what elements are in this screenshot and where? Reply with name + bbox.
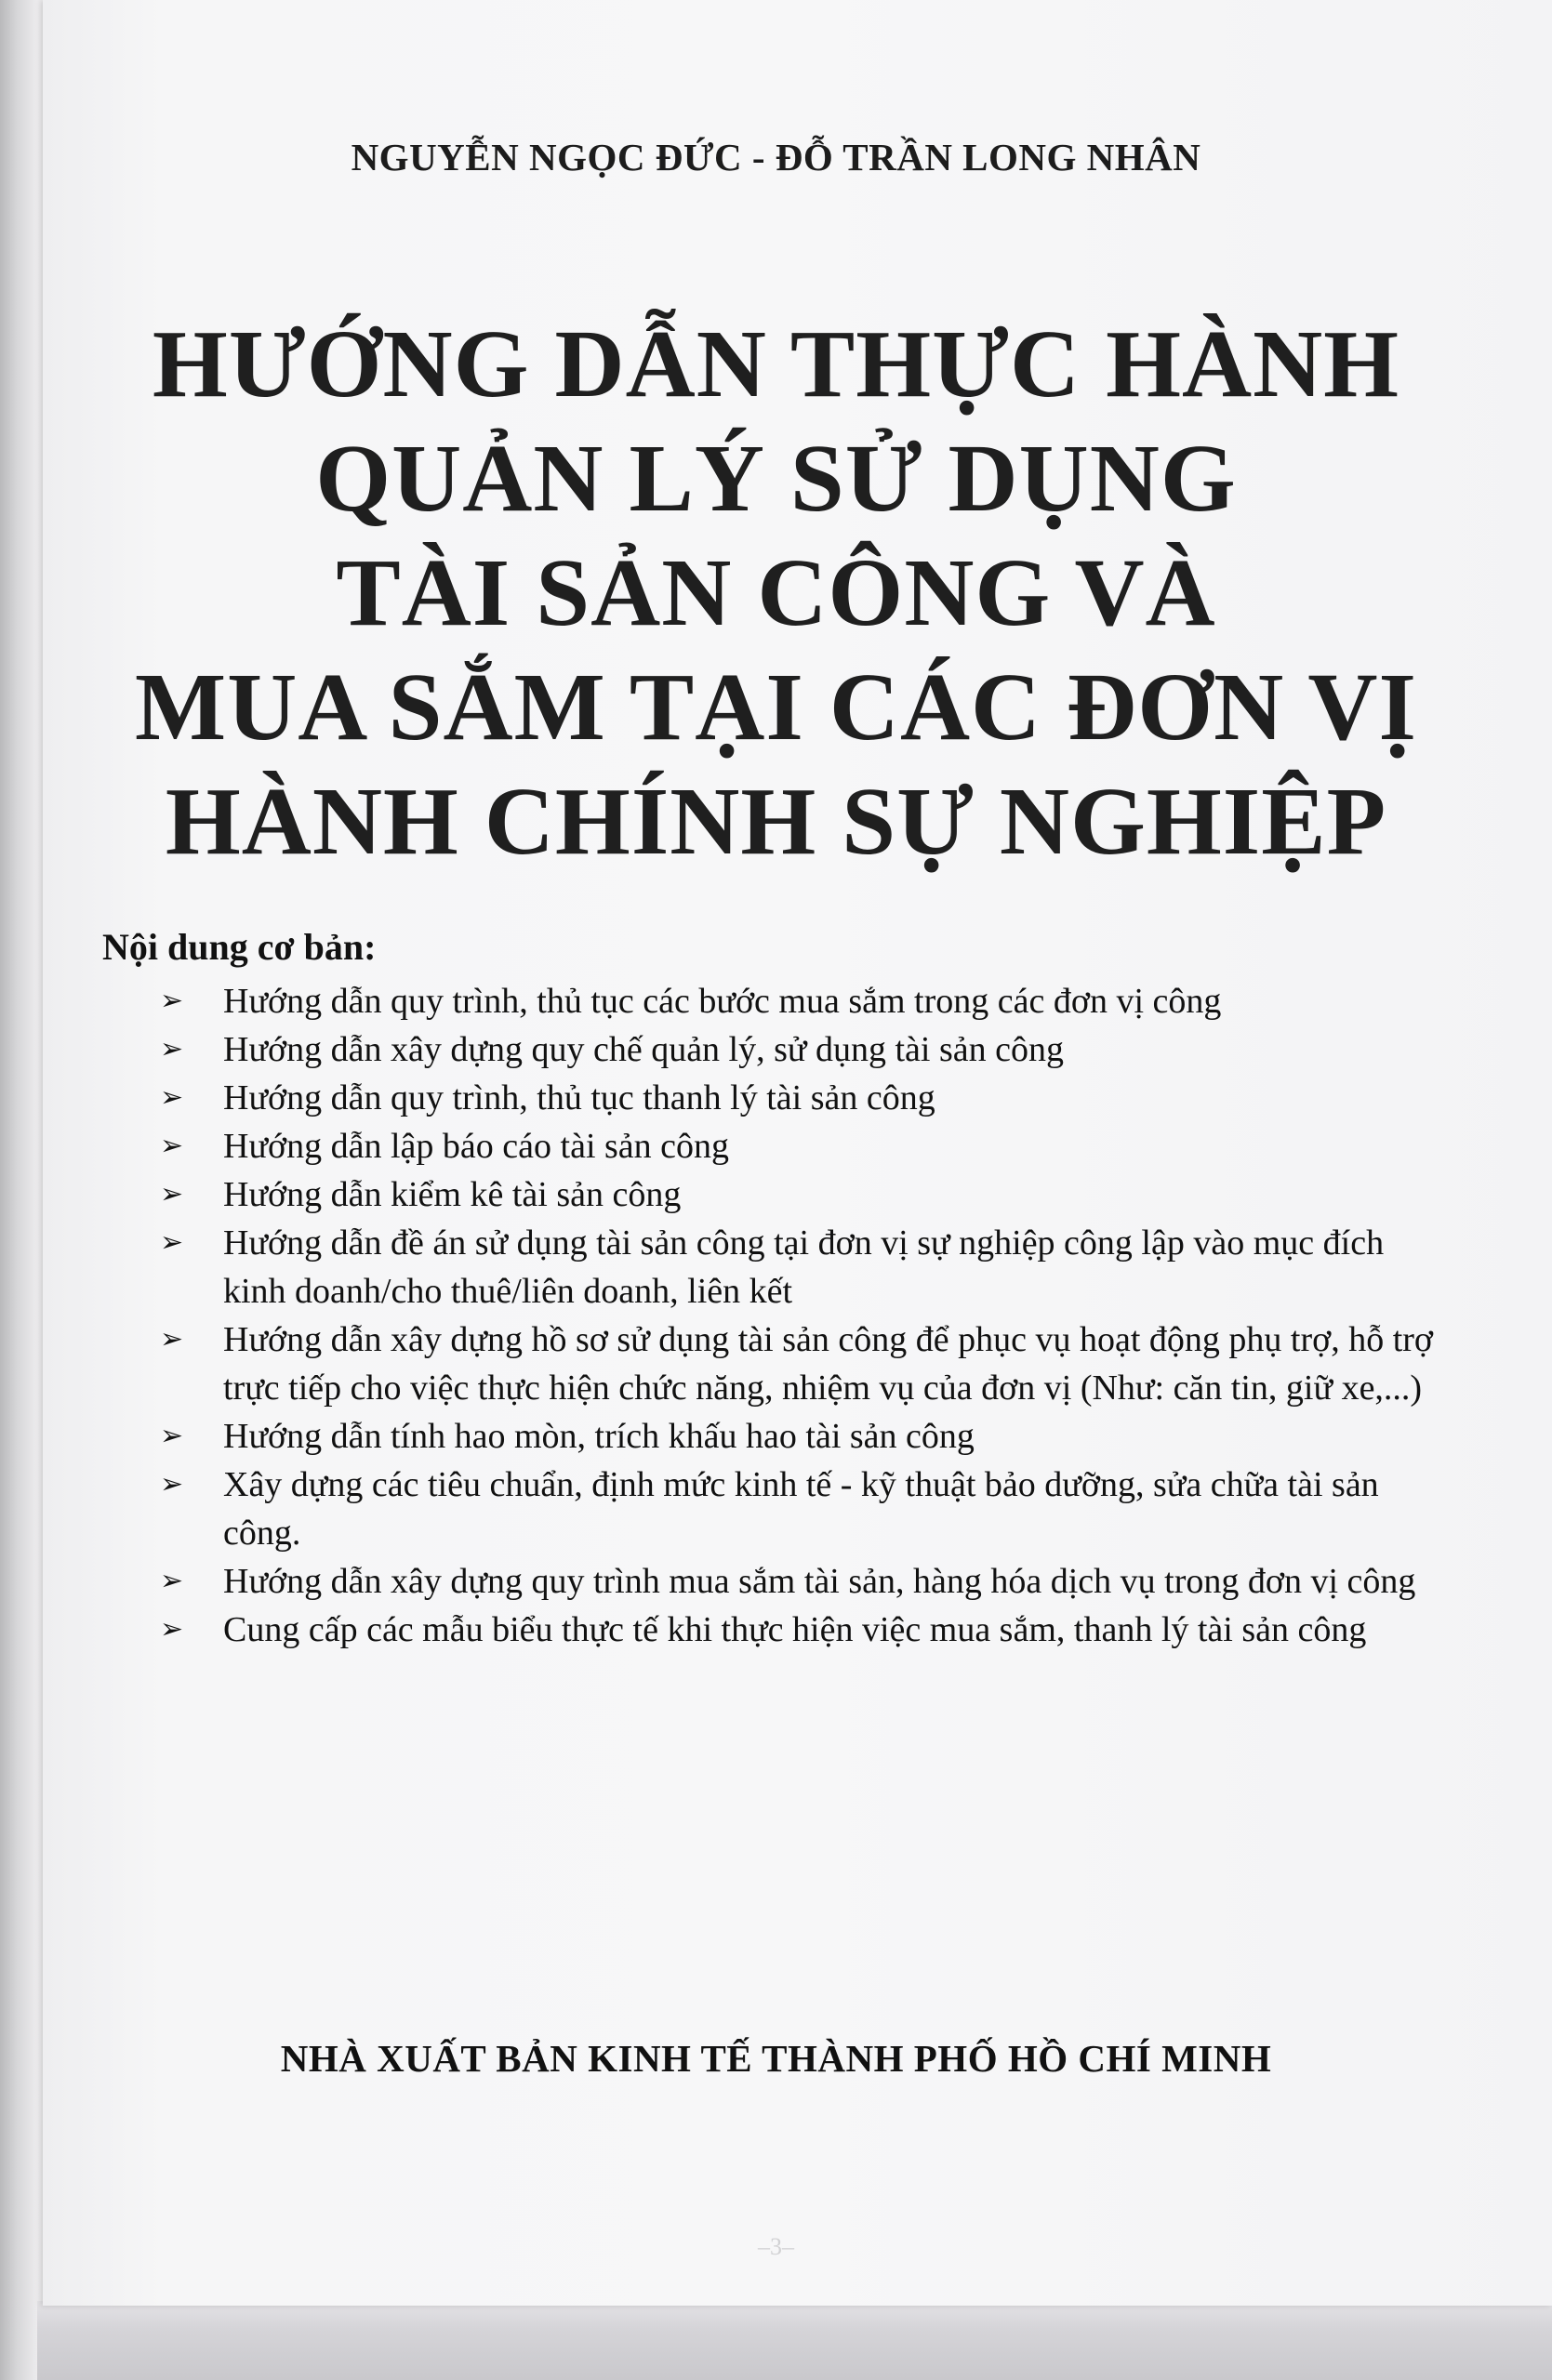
arrow-bullet-icon: ➢ bbox=[160, 1468, 184, 1501]
list-item-text: Hướng dẫn xây dựng quy chế quản lý, sử dụng tài sản công bbox=[223, 1030, 1065, 1069]
list-item bbox=[158, 1461, 1441, 1557]
arrow-bullet-icon: ➢ bbox=[160, 1613, 184, 1646]
page-stack-edge bbox=[37, 2301, 1552, 2380]
list-item bbox=[158, 1412, 1441, 1461]
arrow-bullet-icon: ➢ bbox=[160, 985, 184, 1017]
list-item bbox=[158, 1606, 1441, 1654]
list-item-text: Hướng dẫn xây dựng hồ sơ sử dụng tài sản công để phục vụ hoạt động phụ trợ, hỗ trợ trực tiếp cho việc thực hiện chức năng, nhiệm vụ của đơn vị (Như: căn tin, giữ xe,...) bbox=[223, 1320, 1433, 1408]
arrow-bullet-icon: ➢ bbox=[160, 1130, 184, 1162]
publisher-line: NHÀ XUẤT BẢN KINH TẾ THÀNH PHỐ HỒ CHÍ MINH bbox=[280, 2037, 1272, 2080]
list-item bbox=[158, 1025, 1441, 1074]
list-item-text: Xây dựng các tiêu chuẩn, định mức kinh tế - kỹ thuật bảo dưỡng, sửa chữa tài sản công. bbox=[223, 1465, 1379, 1553]
list-item bbox=[158, 1557, 1441, 1606]
list-item-text: Hướng dẫn tính hao mòn, trích khấu hao tài sản công bbox=[223, 1417, 975, 1456]
book-title bbox=[56, 307, 1496, 879]
page-number: –3– bbox=[758, 2233, 794, 2260]
list-item bbox=[158, 977, 1441, 1025]
arrow-bullet-icon: ➢ bbox=[160, 1081, 184, 1114]
content-list bbox=[158, 977, 1441, 1654]
authors-line: NGUYỄN NGỌC ĐỨC - ĐỖ TRẦN LONG NHÂN bbox=[351, 136, 1201, 178]
list-item bbox=[158, 1219, 1441, 1316]
arrow-bullet-icon: ➢ bbox=[160, 1226, 184, 1259]
title-line: MUA SẮM TẠI CÁC ĐƠN VỊ bbox=[135, 654, 1417, 760]
list-item-text: Hướng dẫn xây dựng quy trình mua sắm tài sản, hàng hóa dịch vụ trong đơn vị công bbox=[223, 1562, 1416, 1601]
list-item-text: Hướng dẫn lập báo cáo tài sản công bbox=[223, 1127, 730, 1166]
list-item-text: Hướng dẫn đề án sử dụng tài sản công tại đơn vị sự nghiệp công lập vào mục đích kinh doanh/cho thuê/liên doanh, liên kết bbox=[223, 1223, 1385, 1311]
arrow-bullet-icon: ➢ bbox=[160, 1178, 184, 1210]
arrow-bullet-icon: ➢ bbox=[160, 1323, 184, 1355]
title-line: TÀI SẢN CÔNG VÀ bbox=[336, 539, 1216, 646]
title-line: HÀNH CHÍNH SỰ NGHIỆP bbox=[165, 768, 1387, 875]
list-item-text: Hướng dẫn quy trình, thủ tục thanh lý tài sản công bbox=[223, 1078, 935, 1117]
arrow-bullet-icon: ➢ bbox=[160, 1565, 184, 1597]
list-item bbox=[158, 1316, 1441, 1412]
list-item-text: Hướng dẫn quy trình, thủ tục các bước mua sắm trong các đơn vị công bbox=[223, 982, 1222, 1021]
list-item-text: Hướng dẫn kiểm kê tài sản công bbox=[223, 1175, 682, 1214]
list-item-text: Cung cấp các mẫu biểu thực tế khi thực hiện việc mua sắm, thanh lý tài sản công bbox=[223, 1610, 1367, 1649]
arrow-bullet-icon: ➢ bbox=[160, 1420, 184, 1452]
list-item bbox=[158, 1170, 1441, 1219]
title-line: QUẢN LÝ SỬ DỤNG bbox=[315, 425, 1237, 532]
title-line: HƯỚNG DẪN THỰC HÀNH bbox=[152, 311, 1400, 417]
content-heading: Nội dung cơ bản: bbox=[102, 926, 377, 968]
list-item bbox=[158, 1122, 1441, 1170]
list-item bbox=[158, 1074, 1441, 1122]
arrow-bullet-icon: ➢ bbox=[160, 1033, 184, 1065]
